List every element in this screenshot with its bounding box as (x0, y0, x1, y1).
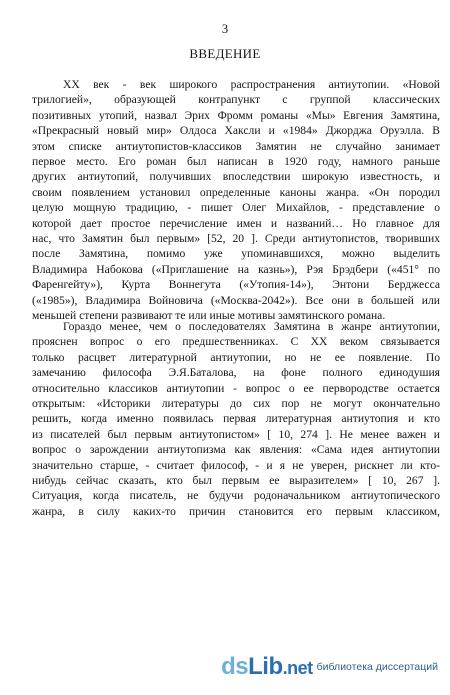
paragraph-2-line: открытым: «Историки литературы до сих пор не могут окончательно (32, 397, 440, 410)
paragraph-1-line: меньшей степени развивают те или иные мотивы замятинского романа. (32, 309, 386, 322)
paragraph-2-line: прояснен вопрос о его предшественниках. С XX веком связывается (32, 335, 440, 349)
page-title: ВВЕДЕНИЕ (189, 46, 261, 61)
paragraph-1-line: этом списке антиутопистов-классиков Замятин не случайно занимает (32, 139, 440, 153)
watermark-subtitle: библиотека диссертаций (316, 660, 438, 673)
paragraph-1-line: нас, что Замятин был первым» [52, 20 ]. Среди антиутопистов, творивших (32, 232, 440, 245)
paragraph-1-line: целую мощную традицию, - пишет Олег Михайлов, - представление о (32, 201, 440, 215)
paragraph-1-line: первое место. Его роман был написан в 1920 году, намного раньше (32, 155, 440, 168)
paragraph-1-line: после Замятина, помимо уже упоминавшихся, можно выделить (32, 247, 440, 261)
paragraph-1-line: своим появлением установил определенные каноны жанра. «Он породил (32, 185, 440, 199)
paragraph-2-line: из писателей был первым антиутопистом» [ 10, 274 ]. Не менее важен и (32, 427, 440, 441)
paragraph-1-line: трилогией», образующей контрапункт с группой классических (32, 93, 440, 107)
paragraph-1-line: позитивных утопий, назвал Эрих Фромм романы «Мы» Евгения Замятина, (32, 108, 440, 122)
paragraph-2-line: жанра, в силу каких-то причин становится его первым классиком, (32, 504, 440, 518)
paragraph-2-line: значительно старше, - считает философ, - и я не уверен, рискнет ли кто- (32, 458, 440, 472)
paragraph-1-line: Владимира Набокова («Приглашение на казнь»), Рэя Брэдбери («451° по (32, 262, 440, 276)
page-number: 3 (221, 22, 229, 36)
paragraph-2-line: только расцвет литературной антиутопии, но не ее появление. По (32, 350, 440, 364)
paragraph-2-line: Гораздо менее, чем о последователях Замятина в жанре антиутопии, (63, 320, 440, 333)
logo-ds-text: ds (221, 653, 249, 680)
logo-net-text: .net (282, 658, 313, 678)
paragraph-1-line: («1985»), Владимира Войновича («Москва-2042»). Все они в большей или (32, 293, 440, 307)
paragraph-1-line: XX век - век широкого распространения антиутопии. «Новой (63, 78, 440, 91)
paragraph-1-line: других антиутопий, получивших впоследствии широкую известность, и (32, 170, 440, 184)
paragraph-2-line: Ситуация, когда писатель, не будучи родоначальником антиутопического (32, 489, 440, 503)
paragraph-2-line: замечанию философа Э.Я.Баталова, на фоне полного единодушия (32, 366, 440, 380)
paragraph-2-line: относительно классиков антиутопии - вопрос о ее первородстве остается (32, 381, 440, 395)
paragraph-1-line: которой дает простое перечисление имен и названий… Но главное для (32, 216, 440, 230)
paragraph-1-line: Фаренгейту»), Курта Воннегута («Утопия-14»), Энтони Берджесса (32, 278, 440, 292)
paragraph-1-line: «Прекрасный новый мир» Олдоса Хаксли и «1984» Джорджа Оруэлла. В (32, 124, 440, 138)
logo-lib-text: Lib (248, 653, 283, 680)
paragraph-2-line: вопрос о зарождении антиутопизма как явления: «Сама идея антиутопии (32, 443, 440, 457)
dslib-watermark (221, 653, 438, 681)
dslib-logo (221, 653, 313, 681)
paragraph-2-line: решить, когда именно появилась первая литературная антиутопия и кто (32, 412, 440, 426)
paragraph-2-line: нибудь сейчас сказать, кто был первым ее выразителем» [ 10, 267 ]. (32, 474, 440, 487)
